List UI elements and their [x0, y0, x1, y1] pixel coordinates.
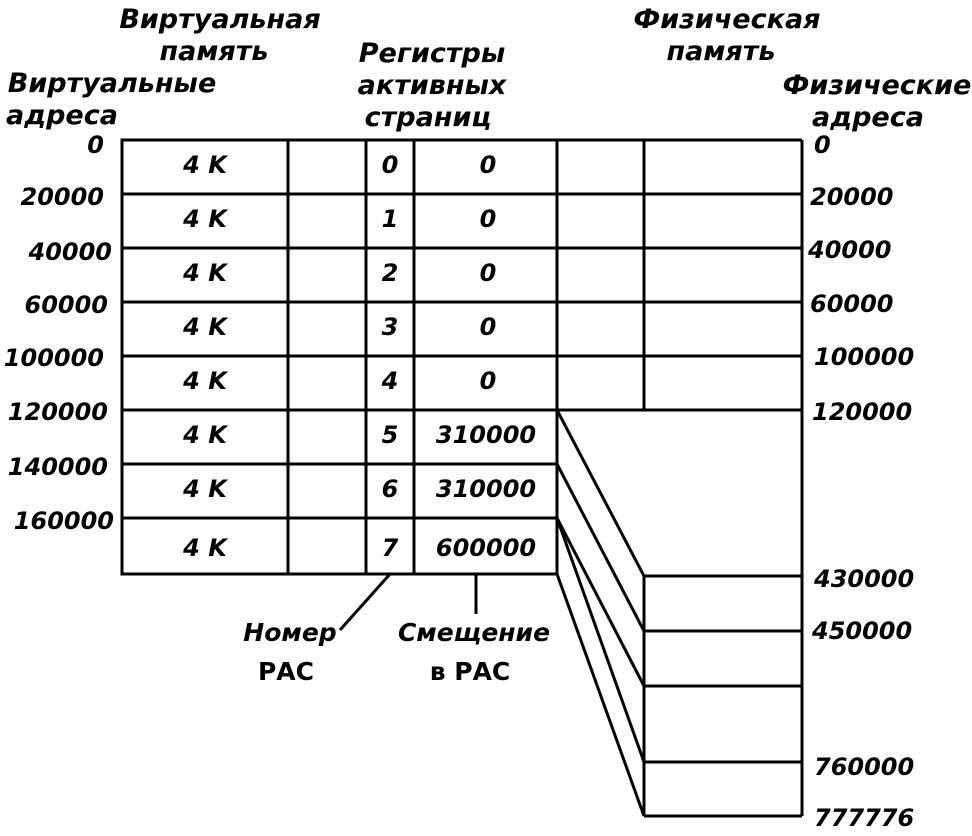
page-offset-label-line2: в РАС	[429, 657, 511, 686]
physical-address: 430000	[814, 565, 915, 593]
virtual-memory-header-line2: память	[159, 36, 269, 67]
page-offset: 0	[479, 205, 497, 233]
physical-address: 20000	[810, 183, 894, 211]
physical-address: 450000	[812, 617, 913, 645]
page-offset-label	[398, 574, 550, 686]
page-offset: 0	[479, 259, 497, 287]
page-row	[182, 534, 536, 562]
page-row	[182, 205, 496, 233]
registers-header-line3: страниц	[364, 102, 492, 133]
page-number-label-line2: РАС	[257, 657, 315, 686]
physical-memory-header	[633, 4, 820, 67]
page-number: 4	[381, 367, 399, 395]
virtual-address: 160000	[13, 507, 114, 535]
virtual-addresses-header-line2: адреса	[6, 100, 118, 131]
mapping-line	[557, 518, 644, 686]
virtual-memory-header	[119, 4, 320, 67]
physical-address: 120000	[812, 398, 913, 426]
page-offset: 310000	[435, 475, 537, 503]
registers-header	[358, 38, 508, 133]
page-size: 4 K	[183, 151, 227, 179]
page-number: 5	[381, 421, 399, 449]
virtual-address: 40000	[28, 238, 112, 266]
physical-address: 760000	[814, 753, 915, 781]
page-row	[182, 259, 496, 287]
page-number-label	[243, 574, 390, 686]
physical-address: 0	[814, 131, 831, 159]
virtual-addresses-header	[6, 68, 216, 131]
page-number: 6	[381, 475, 399, 503]
page-number: 2	[381, 259, 399, 287]
page-number-label-line1: Номер	[243, 618, 337, 647]
page-size: 4 K	[183, 259, 227, 287]
virtual-memory-header-line1: Виртуальная	[119, 4, 321, 35]
physical-address: 100000	[814, 343, 915, 371]
physical-address: 777776	[814, 804, 915, 832]
page-offset: 600000	[435, 534, 537, 562]
page-offset: 0	[479, 313, 497, 341]
page-number: 7	[381, 534, 399, 562]
page-row	[182, 151, 496, 179]
virtual-address: 100000	[3, 344, 104, 372]
mapping-line	[557, 518, 644, 762]
page-offset: 0	[479, 151, 497, 179]
virtual-address: 0	[87, 131, 104, 159]
page-row	[182, 313, 496, 341]
page-number: 3	[381, 313, 399, 341]
virtual-address: 120000	[7, 398, 108, 426]
page-number-pointer-line	[340, 574, 390, 630]
physical-addresses-header	[783, 70, 972, 133]
page-number: 0	[381, 151, 399, 179]
page-offset: 0	[479, 367, 497, 395]
virtual-address: 60000	[24, 291, 108, 319]
page-row	[182, 421, 536, 449]
page-size: 4 K	[183, 534, 227, 562]
physical-addresses-header-line1: Физические	[782, 70, 972, 101]
page-offset-label-line1: Смещение	[397, 618, 551, 647]
virtual-address: 140000	[7, 453, 108, 481]
virtual-address-list	[4, 131, 114, 535]
page-size: 4 K	[183, 421, 227, 449]
mapping-line	[557, 574, 644, 816]
physical-address: 60000	[810, 290, 894, 318]
page-offset: 310000	[435, 421, 537, 449]
page-mapping-lines	[557, 410, 644, 816]
physical-memory-header-line2: память	[666, 36, 776, 67]
virtual-addresses-header-line1: Виртуальные	[7, 68, 217, 99]
page-number: 1	[381, 205, 399, 233]
physical-addresses-header-line2: адреса	[812, 102, 924, 133]
registers-header-line2: активных	[357, 70, 507, 101]
virtual-address: 20000	[20, 183, 104, 211]
page-row	[182, 367, 496, 395]
physical-memory-header-line1: Физическая	[633, 4, 821, 35]
page-size: 4 K	[183, 475, 227, 503]
physical-address: 40000	[808, 236, 892, 264]
physical-address-list	[807, 131, 914, 832]
page-size: 4 K	[183, 205, 227, 233]
page-size: 4 K	[183, 367, 227, 395]
page-size: 4 K	[183, 313, 227, 341]
registers-header-line1: Регистры	[358, 38, 506, 69]
page-row	[182, 475, 536, 503]
